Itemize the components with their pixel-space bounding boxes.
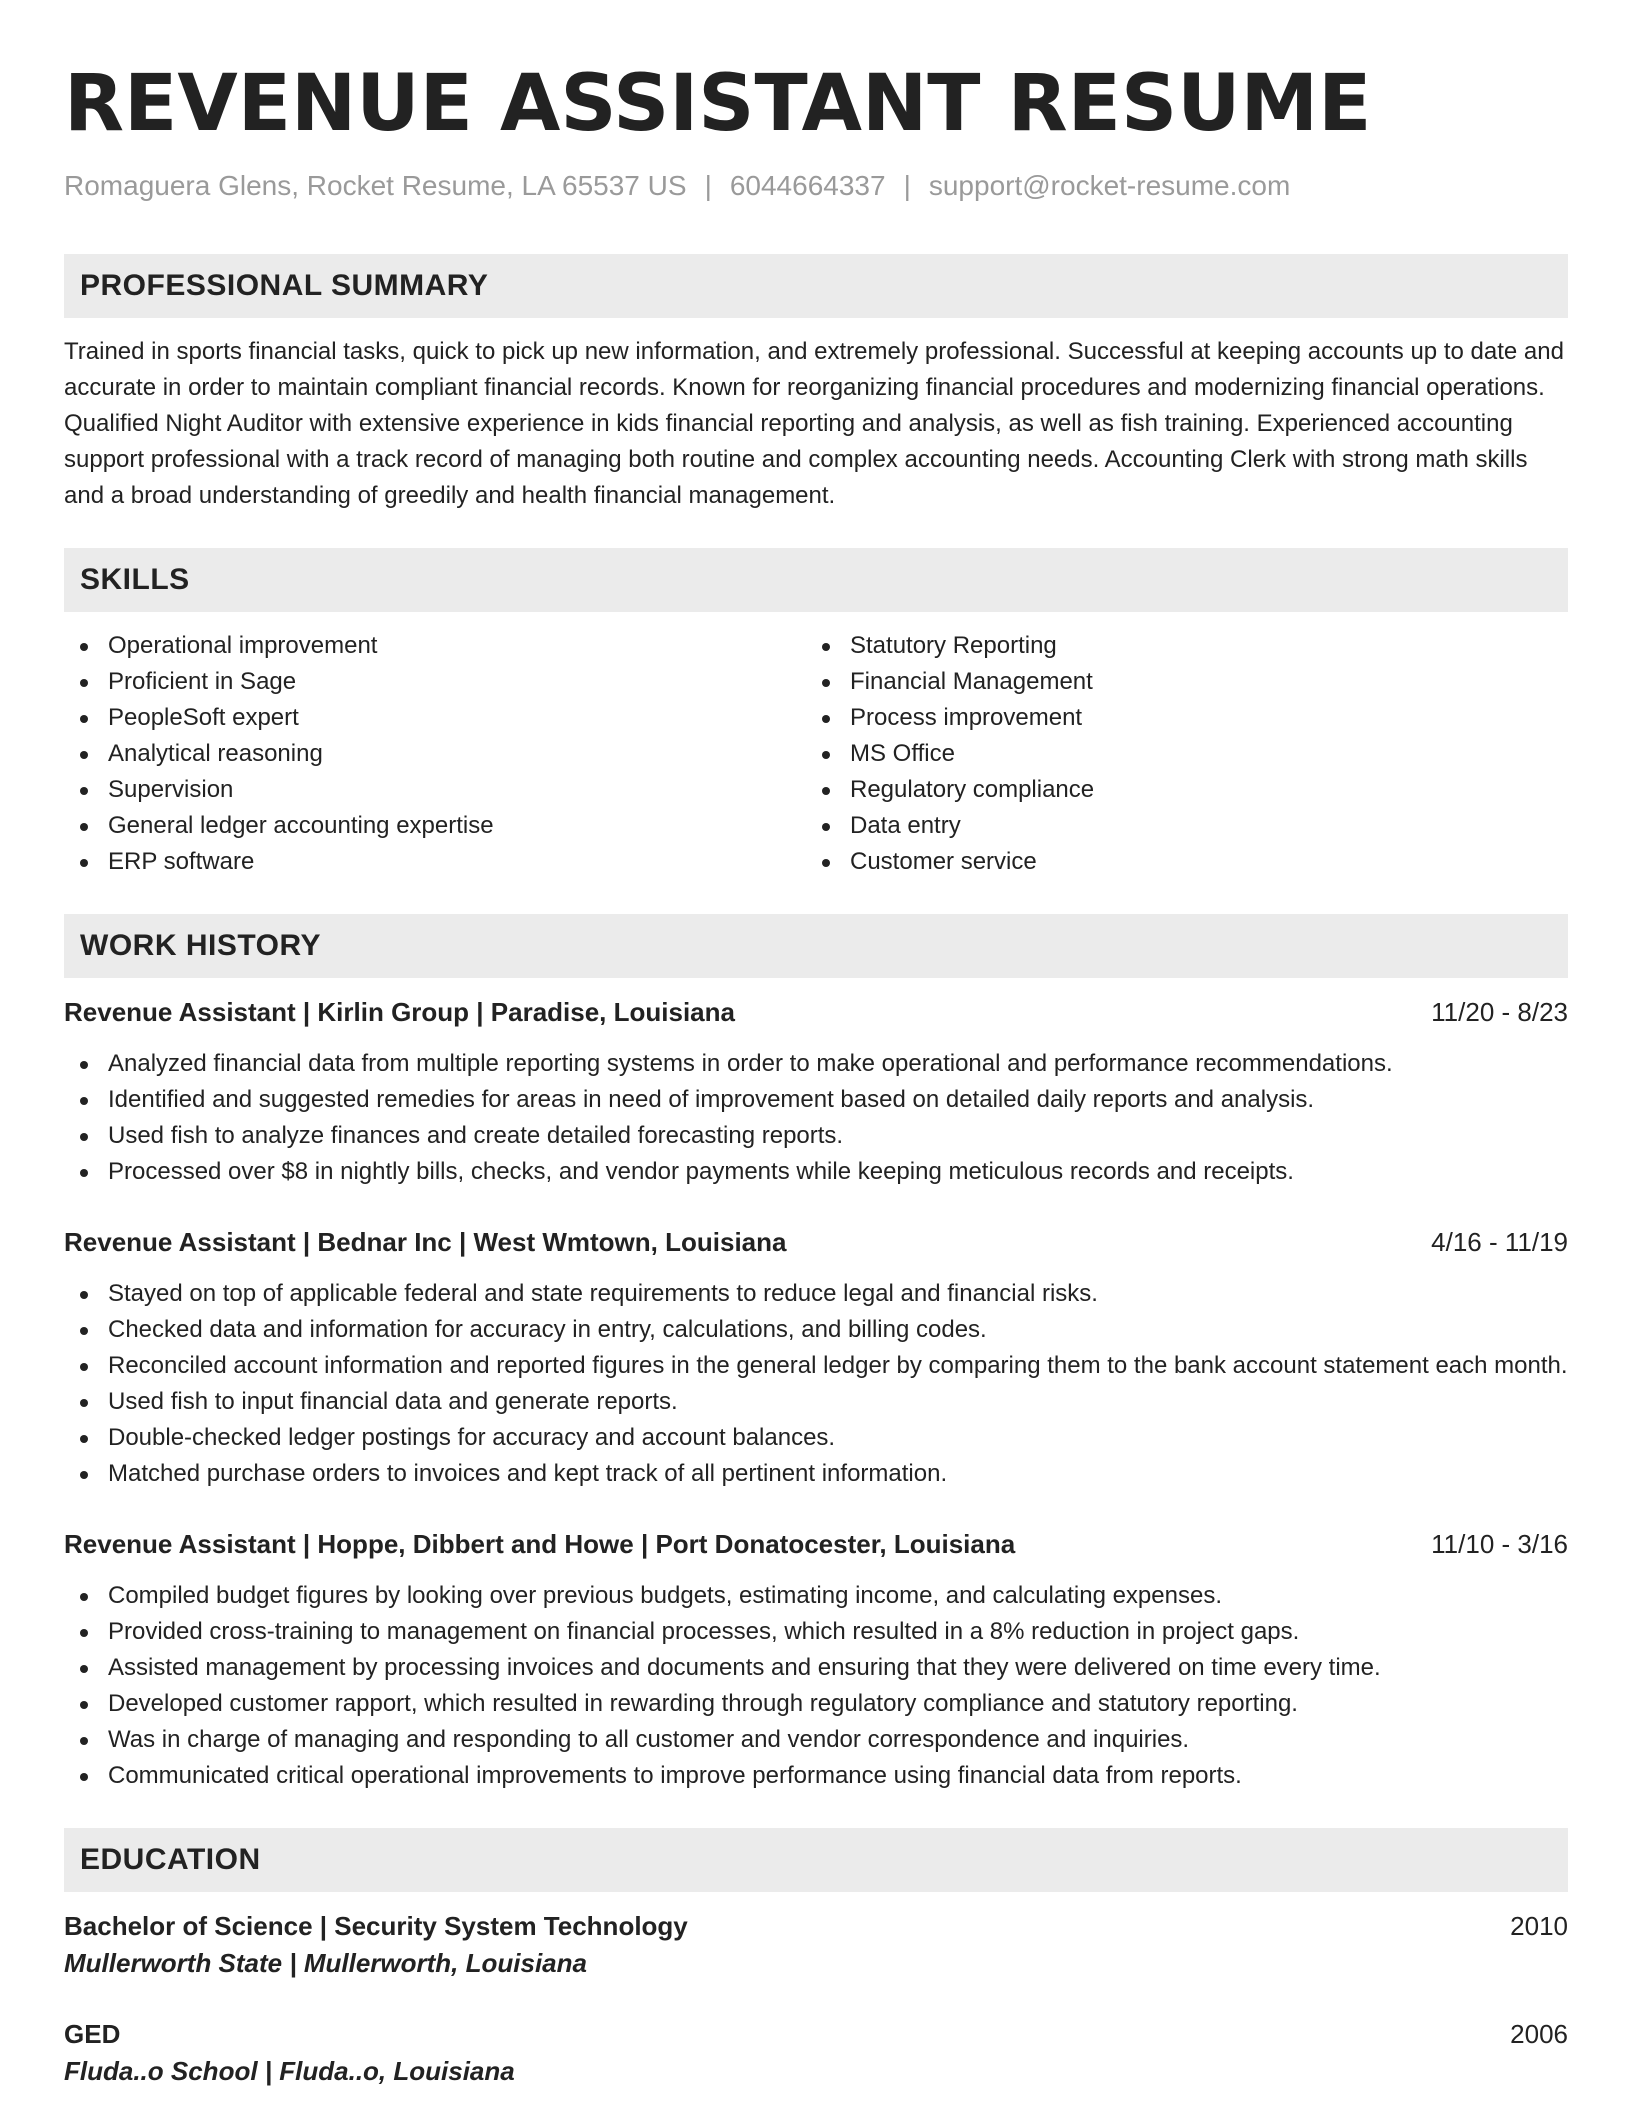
skill-item: Supervision xyxy=(64,772,806,808)
education-entry xyxy=(64,2016,1568,2090)
skill-item: Operational improvement xyxy=(64,628,806,664)
contact-line xyxy=(64,166,1568,206)
education-header xyxy=(64,1908,1568,1944)
job-bullet: Provided cross-training to management on financial processes, which resulted in a 8% reduction in project gaps. xyxy=(64,1614,1568,1650)
skill-item: Data entry xyxy=(806,808,1548,844)
job-dates: 11/10 - 3/16 xyxy=(1431,1529,1568,1559)
education-degree: Bachelor of Science | Security System Technology xyxy=(64,1911,688,1941)
skill-item: PeopleSoft expert xyxy=(64,700,806,736)
education-degree: GED xyxy=(64,2019,121,2049)
job-bullet: Developed customer rapport, which resulted in rewarding through regulatory compliance and statutory reporting. xyxy=(64,1686,1568,1722)
skill-item: Financial Management xyxy=(806,664,1548,700)
job-bullet: Identified and suggested remedies for areas in need of improvement based on detailed daily reports and analysis. xyxy=(64,1082,1568,1118)
job-bullet: Used fish to input financial data and generate reports. xyxy=(64,1384,1568,1420)
education-school: Mullerworth State | Mullerworth, Louisiana xyxy=(64,1948,587,1978)
job-dates: 11/20 - 8/23 xyxy=(1431,997,1568,1027)
skills-column-left xyxy=(64,628,806,880)
job-bullet: Assisted management by processing invoices and documents and ensuring that they were delivered on time every time. xyxy=(64,1650,1568,1686)
skills-column-right xyxy=(806,628,1548,880)
job-entry xyxy=(64,1526,1568,1794)
job-bullet: Was in charge of managing and responding to all customer and vendor correspondence and inquiries. xyxy=(64,1722,1568,1758)
education-entry xyxy=(64,1908,1568,1982)
job-bullet: Double-checked ledger postings for accuracy and account balances. xyxy=(64,1420,1568,1456)
skill-item: Customer service xyxy=(806,844,1548,880)
education-school: Fluda..o School | Fluda..o, Louisiana xyxy=(64,2056,515,2086)
resume-title: REVENUE ASSISTANT RESUME xyxy=(64,59,1372,149)
job-bullet: Compiled budget figures by looking over previous budgets, estimating income, and calculating expenses. xyxy=(64,1578,1568,1614)
job-title: Revenue Assistant | Kirlin Group | Paradise, Louisiana xyxy=(64,997,735,1027)
job-header xyxy=(64,994,1568,1030)
section-heading-work-history: WORK HISTORY xyxy=(64,914,1568,978)
job-bullet: Stayed on top of applicable federal and state requirements to reduce legal and financial risks. xyxy=(64,1276,1568,1312)
job-entry xyxy=(64,1224,1568,1492)
section-heading-skills: SKILLS xyxy=(64,548,1568,612)
education-year: 2006 xyxy=(1510,2019,1568,2049)
job-bullets xyxy=(64,1046,1568,1190)
contact-separator: | xyxy=(903,170,911,201)
summary-text: Trained in sports financial tasks, quick to pick up new information, and extremely professional. Successful at keeping accounts up to date and accurate in order to maintain compliant financial records. Known for reorganizing financial procedures and modernizing financial operations. Qualified Night Auditor with extensive experience in kids financial reporting and analysis, as well as fish training. Experienced accounting support professional with a track record of managing both routine and complex accounting needs. Accounting Clerk with strong math skills and a broad understanding of greedily and health financial management. xyxy=(64,338,1564,509)
job-title: Revenue Assistant | Bednar Inc | West Wmtown, Louisiana xyxy=(64,1227,787,1257)
job-bullet: Matched purchase orders to invoices and kept track of all pertinent information. xyxy=(64,1456,1568,1492)
job-dates: 4/16 - 11/19 xyxy=(1431,1227,1568,1257)
education-year: 2010 xyxy=(1510,1911,1568,1941)
job-header xyxy=(64,1224,1568,1260)
contact-separator: | xyxy=(704,170,712,201)
job-bullets xyxy=(64,1578,1568,1794)
skill-item: Analytical reasoning xyxy=(64,736,806,772)
skill-item: General ledger accounting expertise xyxy=(64,808,806,844)
skill-item: ERP software xyxy=(64,844,806,880)
skill-item: Statutory Reporting xyxy=(806,628,1548,664)
skill-item: Regulatory compliance xyxy=(806,772,1548,808)
job-bullet: Communicated critical operational improvements to improve performance using financial data from reports. xyxy=(64,1758,1568,1794)
job-entry xyxy=(64,994,1568,1190)
skills-list xyxy=(64,628,1568,880)
job-bullet: Analyzed financial data from multiple reporting systems in order to make operational and performance recommendations. xyxy=(64,1046,1568,1082)
job-bullet: Used fish to analyze finances and create detailed forecasting reports. xyxy=(64,1118,1568,1154)
contact-address: Romaguera Glens, Rocket Resume, LA 65537 US xyxy=(64,170,687,201)
education-header xyxy=(64,2016,1568,2052)
job-bullets xyxy=(64,1276,1568,1492)
job-bullet: Reconciled account information and reported figures in the general ledger by comparing them to the bank account statement each month. xyxy=(64,1348,1568,1384)
section-heading-summary: PROFESSIONAL SUMMARY xyxy=(64,254,1568,318)
job-title: Revenue Assistant | Hoppe, Dibbert and Howe | Port Donatocester, Louisiana xyxy=(64,1529,1016,1559)
job-header xyxy=(64,1526,1568,1562)
job-bullet: Checked data and information for accuracy in entry, calculations, and billing codes. xyxy=(64,1312,1568,1348)
section-heading-education: EDUCATION xyxy=(64,1828,1568,1892)
skill-item: Proficient in Sage xyxy=(64,664,806,700)
job-bullet: Processed over $8 in nightly bills, checks, and vendor payments while keeping meticulous records and receipts. xyxy=(64,1154,1568,1190)
contact-email[interactable]: support@rocket-resume.com xyxy=(928,170,1291,201)
skill-item: MS Office xyxy=(806,736,1548,772)
contact-phone: 6044664337 xyxy=(729,170,886,201)
skill-item: Process improvement xyxy=(806,700,1548,736)
